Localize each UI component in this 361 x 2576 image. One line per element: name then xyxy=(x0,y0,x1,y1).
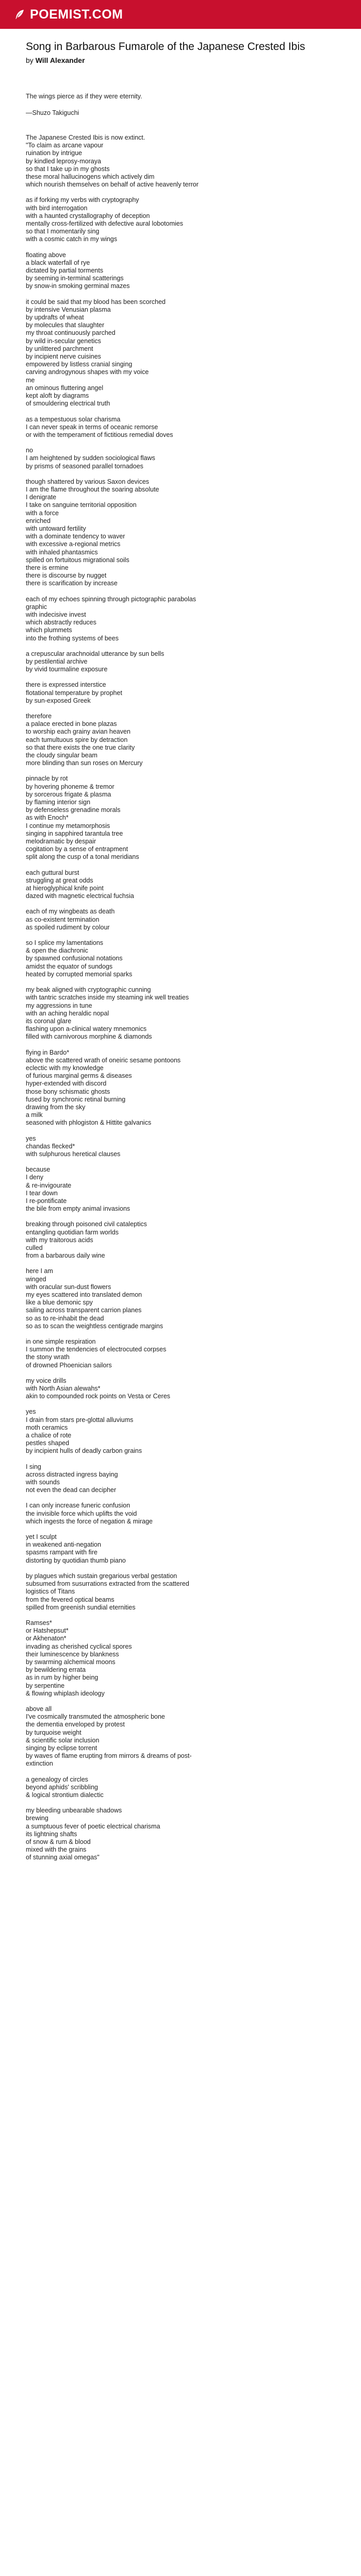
poem-line: from a barbarous daily wine xyxy=(26,1252,105,1260)
poem-line: so I splice my lamentations xyxy=(26,939,104,947)
poem-line: with an aching heraldic nopal xyxy=(26,1009,109,1017)
poem-stanza xyxy=(26,596,335,642)
poem-line: by serpentine xyxy=(26,1682,65,1689)
poem-line: by hovering phoneme & tremor xyxy=(26,783,114,790)
poem-line: my voice drills xyxy=(26,1377,67,1384)
poem-line: struggling at great odds xyxy=(26,876,93,884)
poem-line: I sing xyxy=(26,1463,41,1470)
poem-line: from the fevered optical beams xyxy=(26,1596,114,1603)
poem-line: hyper-extended with discord xyxy=(26,1080,107,1088)
poem-line: with sounds xyxy=(26,1479,60,1486)
poem-line: with bird interrogation xyxy=(26,204,88,212)
poem-line: entangling quotidian farm worlds xyxy=(26,1228,119,1236)
poem-line: by wild in-secular genetics xyxy=(26,337,101,345)
poem-line: me xyxy=(26,376,35,384)
poem-line: & scientific solar inclusion xyxy=(26,1736,100,1744)
author-name[interactable]: Will Alexander xyxy=(35,56,85,64)
site-logo-text: POEMIST.COM xyxy=(30,7,123,22)
poem-line: as in rum by higher being xyxy=(26,1674,99,1682)
poem-line: by defenseless grenadine morals xyxy=(26,806,121,814)
poem-line: ruination by intrigue xyxy=(26,149,83,157)
poem-line: my eyes scattered into translated demon xyxy=(26,1291,142,1298)
poem-line: I've cosmically transmuted the atmospheric bone xyxy=(26,1713,165,1721)
poem-line: akin to compounded rock points on Vesta or Ceres xyxy=(26,1393,171,1400)
poem-stanza xyxy=(26,1221,335,1260)
poem-line: not even the dead can decipher xyxy=(26,1486,117,1494)
poem-line: here I am xyxy=(26,1267,53,1275)
poem-stanza xyxy=(26,1619,335,1698)
poem-line: there is discourse by nugget xyxy=(26,572,107,580)
poem-line: with tantric scratches inside my steaming ink well treaties xyxy=(26,994,189,1002)
poem-line: with untoward fertility xyxy=(26,524,86,532)
poem-line: though shattered by various Saxon devices xyxy=(26,478,150,485)
poem-line: as co-existent termination xyxy=(26,916,100,923)
poem-stanza xyxy=(26,1267,335,1330)
poem-stanza xyxy=(26,1463,335,1495)
poem-line: by sorcerous frigate & plasma xyxy=(26,790,111,798)
poem-line: culled xyxy=(26,1244,43,1251)
poem-line: amidst the equator of sundogs xyxy=(26,962,113,970)
poem-line: there is ermine xyxy=(26,564,69,571)
poem-line: a milk xyxy=(26,1111,43,1119)
poem-stanza xyxy=(26,1338,335,1369)
poem-line: a black waterfall of rye xyxy=(26,259,90,266)
poem-line: with a force xyxy=(26,509,59,517)
poem-line: yes xyxy=(26,1408,36,1416)
poem-line: & logical strontium dialectic xyxy=(26,1791,104,1799)
poem-line: as if forking my verbs with cryptography xyxy=(26,196,139,204)
poem-line: kept aloft by diagrams xyxy=(26,392,89,400)
poem-line: by bewildering errata xyxy=(26,1666,86,1674)
poem-line: distorting by quotidian thumb piano xyxy=(26,1556,126,1564)
poem-line: I am heightened by sudden sociological flaws xyxy=(26,454,155,462)
poem-line: invading as cherished cyclical spores xyxy=(26,1642,132,1650)
poem-line: Ramses* xyxy=(26,1619,52,1626)
poem-line: or Hatshepsut* xyxy=(26,1627,69,1635)
poem-line: each of my echoes spinning through pictographic parabolas xyxy=(26,595,196,603)
poem-line: I deny xyxy=(26,1174,44,1181)
byline-prefix: by xyxy=(26,56,36,64)
poem-line: the invisible force which uplifts the void xyxy=(26,1510,137,1517)
poem-line: or with the temperament of fictitious remedial doves xyxy=(26,431,173,438)
poem-line: each tumultuous spire by detraction xyxy=(26,736,128,743)
poem-line: sailing across transparent carrion planes xyxy=(26,1307,142,1314)
poem-stanza xyxy=(26,869,335,901)
poem-line: dictated by partial torments xyxy=(26,267,104,275)
poem-line: logistics of Titans xyxy=(26,1588,75,1596)
poem-line: as spoiled rudiment by colour xyxy=(26,923,110,931)
poem-stanza xyxy=(26,681,335,705)
poem-line: the dementia enveloped by protest xyxy=(26,1721,125,1728)
poem-line: a crepuscular arachnoidal utterance by sun bells xyxy=(26,650,165,657)
poem-line: there is scarification by increase xyxy=(26,580,118,587)
poem-line: enriched xyxy=(26,517,51,524)
poem-line: "To claim as arcane vapour xyxy=(26,142,104,149)
poem-stanza xyxy=(26,1049,335,1127)
poem-line: in one simple respiration xyxy=(26,1338,96,1346)
poem-stanza xyxy=(26,196,335,243)
poem-line: across distracted ingress baying xyxy=(26,1470,118,1478)
poem-line: which nourish themselves on behalf of active heavenly terror xyxy=(26,181,199,189)
poem-line: The Japanese Crested Ibis is now extinct. xyxy=(26,134,145,141)
poem-stanza xyxy=(26,134,335,189)
poem-line: a genealogy of circles xyxy=(26,1775,88,1783)
poem-line: as with Enoch* xyxy=(26,814,69,822)
poem-line: its lightning shafts xyxy=(26,1830,77,1838)
poem-line: with oracular sun-dust flowers xyxy=(26,1283,111,1291)
poem-line: by turquoise weight xyxy=(26,1728,81,1736)
poem-line: I summon the tendencies of electrocuted corpses xyxy=(26,1346,167,1353)
poem-line: the stony wrath xyxy=(26,1353,70,1361)
poem-line: melodramatic by despair xyxy=(26,838,96,845)
poem-line: a sumptuous fever of poetic electrical charisma xyxy=(26,1822,160,1830)
poem-line: their luminescence by blankness xyxy=(26,1650,119,1658)
poem-stanza xyxy=(26,1807,335,1861)
poem-stanza xyxy=(26,986,335,1041)
poem-line: an ominous fluttering angel xyxy=(26,384,104,392)
poem-stanza xyxy=(26,478,335,588)
poem-line: which plummets xyxy=(26,626,72,634)
poem-line: the cloudy singular beam xyxy=(26,752,97,759)
poem-line: each of my wingbeats as death xyxy=(26,908,115,916)
poem-line: by intensive Venusian plasma xyxy=(26,306,111,313)
poem-line: graphic xyxy=(26,603,47,611)
poem-line: seasoned with phlogiston & Hittite galvanics xyxy=(26,1119,152,1127)
poem-line: my throat continuously parched xyxy=(26,329,116,337)
poem-line: by pestilential archive xyxy=(26,657,88,665)
poem-line: pestles shaped xyxy=(26,1439,70,1447)
poem-line: the bile from empty animal invasions xyxy=(26,1205,130,1213)
poem-line: so as to re-inhabit the dead xyxy=(26,1314,104,1322)
poem-line: I can never speak in terms of oceanic remorse xyxy=(26,423,158,431)
poem-line: mentally cross-fertilized with defective aural lobotomies xyxy=(26,220,183,228)
poem-line: by flaming interior sign xyxy=(26,799,91,806)
poem-line: because xyxy=(26,1166,51,1174)
poem-line: with a dominate tendency to waver xyxy=(26,533,125,540)
poem-line: flashing upon a-clinical watery mnemonics xyxy=(26,1025,147,1033)
poem-byline xyxy=(26,56,335,64)
poem-line: with sulphurous heretical clauses xyxy=(26,1150,121,1158)
poem-stanza xyxy=(26,775,335,861)
poem-line: by snow-in smoking germinal mazes xyxy=(26,282,130,290)
poem-line: flotational temperature by prophet xyxy=(26,689,122,697)
poem-line: I am the flame throughout the soaring absolute xyxy=(26,485,159,493)
poem-line: with excessive a-regional metrics xyxy=(26,540,121,548)
poem-body xyxy=(26,134,335,1862)
poem-line: with inhaled phantasmics xyxy=(26,548,98,556)
poem-line: these moral hallucinogens which actively dim xyxy=(26,173,155,181)
poem-line: yes xyxy=(26,1134,36,1142)
poem-line: yet I sculpt xyxy=(26,1533,57,1541)
poem-line: & flowing whiplash ideology xyxy=(26,1689,105,1697)
poem-line: like a blue demonic spy xyxy=(26,1299,93,1307)
poem-stanza xyxy=(26,939,335,978)
poem-line: drawing from the sky xyxy=(26,1103,86,1111)
poem-line: split along the cusp of a tonal meridians xyxy=(26,853,139,861)
poem-line: by incipient hulls of deadly carbon grains xyxy=(26,1447,142,1455)
poem-line: I tear down xyxy=(26,1189,58,1197)
poem-line: which ingests the force of negation & mirage xyxy=(26,1517,153,1525)
poem-line: so that I momentarily sing xyxy=(26,228,100,235)
poem-line: spilled from greenish sundial eternities xyxy=(26,1603,136,1611)
poem-line: by plagues which sustain gregarious verbal gestation xyxy=(26,1572,177,1580)
poem-line: in weakened anti-negation xyxy=(26,1541,101,1549)
poem-line: at hieroglyphical knife point xyxy=(26,885,104,892)
poem-line: so that there exists the one true clarity xyxy=(26,743,135,751)
poem-line: by sun-exposed Greek xyxy=(26,697,91,704)
poem-line: mixed with the grains xyxy=(26,1846,87,1854)
poem-stanza xyxy=(26,416,335,439)
poem-content xyxy=(0,29,361,1862)
poem-line: a palace erected in bone plazas xyxy=(26,720,117,728)
poem-line: into the frothing systems of bees xyxy=(26,634,119,642)
poem-line: by waves of flame erupting from mirrors & dreams of post- xyxy=(26,1752,192,1760)
poem-stanza xyxy=(26,1776,335,1800)
poem-line: I re-pontificate xyxy=(26,1197,67,1205)
poem-line: & open the diachronic xyxy=(26,947,88,955)
poem-stanza xyxy=(26,447,335,470)
poem-line: I drain from stars pre-glottal alluviums xyxy=(26,1416,134,1423)
poem-line: singing by eclipse torrent xyxy=(26,1744,97,1752)
poem-line: more blinding than sun roses on Mercury xyxy=(26,759,143,767)
poem-line: so as to scan the weightless centigrade margins xyxy=(26,1322,163,1330)
poem-line: floating above xyxy=(26,251,66,259)
poem-stanza xyxy=(26,1135,335,1159)
poem-line: chandas flecked* xyxy=(26,1142,75,1150)
poem-line: flying in Bardo* xyxy=(26,1048,70,1056)
poem-line: pinnacle by rot xyxy=(26,775,68,783)
poem-line: above the scattered wrath of oneiric sesame pontoons xyxy=(26,1056,181,1064)
poem-stanza xyxy=(26,1166,335,1213)
poem-line: by swarming alchemical moons xyxy=(26,1658,116,1666)
poem-line: my aggressions in tune xyxy=(26,1002,92,1009)
poem-line: by spawned confusional notations xyxy=(26,955,123,962)
poem-line: my beak aligned with cryptographic cunning xyxy=(26,986,151,994)
poem-stanza xyxy=(26,713,335,767)
poem-line: no xyxy=(26,447,33,454)
poem-line: those bony schismatic ghosts xyxy=(26,1088,110,1095)
poem-line: subsumed from susurrations extracted from the scattered xyxy=(26,1580,189,1588)
epigraph-line: The wings pierce as if they were eternity. xyxy=(26,93,142,100)
poem-line: as a tempestuous solar charisma xyxy=(26,415,121,423)
poem-line: brewing xyxy=(26,1815,48,1822)
poem-line: eclectic with my knowledge xyxy=(26,1064,104,1072)
poem-line: my bleeding unbearable shadows xyxy=(26,1807,122,1815)
poem-line: cogitation by a sense of entrapment xyxy=(26,845,128,853)
poem-line: by vivid tourmaline exposure xyxy=(26,666,108,673)
poem-stanza xyxy=(26,1377,335,1401)
poem-line: moth ceramics xyxy=(26,1423,68,1431)
poem-line: there is expressed interstice xyxy=(26,681,106,689)
poem-line: above all xyxy=(26,1705,52,1713)
poem-line: with a haunted crystallography of deception xyxy=(26,212,150,219)
poem-line: fused by synchronic retinal burning xyxy=(26,1095,126,1103)
poem-line: by updrafts of wheat xyxy=(26,314,84,321)
poem-stanza xyxy=(26,1408,335,1455)
poem-line: singing in sapphired tarantula tree xyxy=(26,829,123,837)
poem-line: by molecules that slaughter xyxy=(26,321,105,329)
poem-line: or Akhenaton* xyxy=(26,1635,67,1642)
poem-line: of furious marginal germs & diseases xyxy=(26,1072,132,1080)
poem-line: by incipient nerve cuisines xyxy=(26,353,101,361)
poem-stanza xyxy=(26,650,335,674)
poem-line: therefore xyxy=(26,713,52,720)
poem-line: dazed with magnetic electrical fuchsia xyxy=(26,892,134,900)
site-logo[interactable] xyxy=(13,7,123,22)
poem-line: of drowned Phoenician sailors xyxy=(26,1361,112,1369)
poem-stanza xyxy=(26,251,335,291)
poem-line: carving androgynous shapes with my voice xyxy=(26,368,149,376)
poem-stanza xyxy=(26,1533,335,1565)
poem-epigraph xyxy=(26,84,335,125)
poemist-feather-icon xyxy=(13,8,26,21)
poem-line: & re-invigourate xyxy=(26,1181,72,1189)
poem-line: by prisms of seasoned parallel tornadoes xyxy=(26,462,143,470)
poem-stanza xyxy=(26,1502,335,1526)
poem-line: by kindled leprosy-moraya xyxy=(26,157,101,165)
poem-line: I denigrate xyxy=(26,494,57,501)
poem-line: empowered by listless cranial singing xyxy=(26,361,133,368)
poem-line: spilled on fortuitous migrational soils xyxy=(26,556,129,564)
poem-line: so that I take up in my ghosts xyxy=(26,165,110,173)
poem-stanza xyxy=(26,1572,335,1612)
poem-line: by unlittered parchment xyxy=(26,345,93,352)
poem-line: its coronal glare xyxy=(26,1017,72,1025)
poem-line: each guttural burst xyxy=(26,869,79,876)
site-header xyxy=(0,0,361,29)
poem-line: I take on sanguine territorial opposition xyxy=(26,501,137,509)
poem-line: I can only increase funeric confusion xyxy=(26,1502,130,1510)
poem-stanza xyxy=(26,908,335,931)
poem-line: with indecisive invest xyxy=(26,611,86,618)
poem-line: with a cosmic catch in my wings xyxy=(26,235,118,243)
poem-title: Song in Barbarous Fumarole of the Japanese Crested Ibis xyxy=(26,41,305,53)
poem-line: with my traitorous acids xyxy=(26,1236,93,1244)
poem-line: to worship each grainy avian heaven xyxy=(26,728,130,736)
poem-line: by seeming in-terminal scatterings xyxy=(26,275,124,282)
poem-line: of smouldering electrical truth xyxy=(26,400,110,408)
poem-stanza xyxy=(26,1705,335,1768)
poem-line: it could be said that my blood has been scorched xyxy=(26,298,166,306)
poem-line: beyond aphids' scribbling xyxy=(26,1783,98,1791)
poem-line: heated by corrupted memorial sparks xyxy=(26,970,133,978)
poem-line: filled with carnivorous morphine & diamonds xyxy=(26,1033,152,1041)
poem-line: breaking through poisoned civil cataleptics xyxy=(26,1221,147,1228)
poem-line: spasms rampant with fire xyxy=(26,1549,97,1556)
poem-line: with North Asian alewahs* xyxy=(26,1385,101,1393)
poem-stanza xyxy=(26,298,335,408)
poem-line: winged xyxy=(26,1275,46,1283)
poem-line: of snow & rum & blood xyxy=(26,1838,91,1845)
epigraph-attribution: —Shuzo Takiguchi xyxy=(26,109,79,116)
poem-line: extinction xyxy=(26,1760,53,1768)
poem-line: a chalice of rote xyxy=(26,1432,72,1439)
poem-line: I continue my metamorphosis xyxy=(26,822,110,829)
poem-line: of stunning axial omegas" xyxy=(26,1854,100,1861)
poem-line: which abstractly reduces xyxy=(26,619,96,626)
